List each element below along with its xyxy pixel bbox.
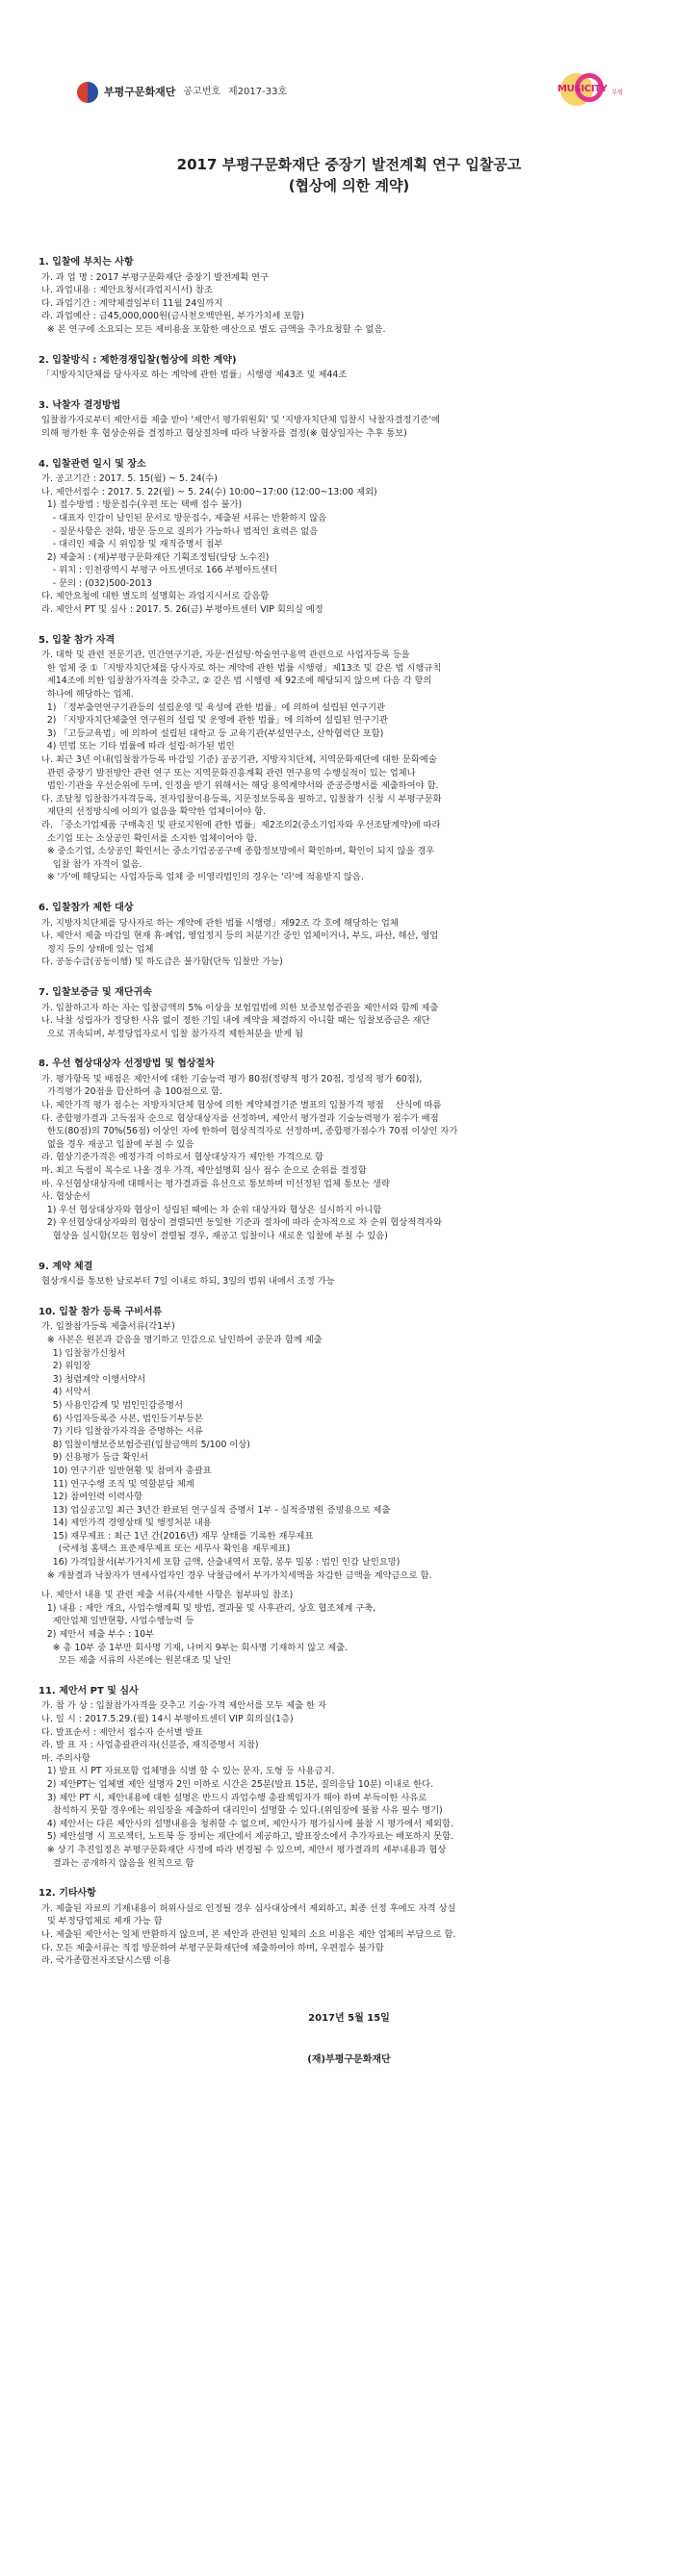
section-line: 11) 연구수행 조직 및 역할분담 체계 xyxy=(39,1478,194,1490)
org-emblem-icon xyxy=(77,82,98,103)
section-title: 8. 우선 협상대상자 선정방법 및 협상절차 xyxy=(39,1058,215,1070)
logo-subtext: 부평 xyxy=(611,89,623,96)
section-line: 라. 발 표 자 : 사업총괄관리자(신분증, 재직증명서 지참) xyxy=(39,1740,259,1751)
section-line: - 문의 : (032)500-2013 xyxy=(39,577,152,589)
section-1 xyxy=(39,256,659,337)
section-line: 나. 제안서 제출 마감일 현재 휴·폐업, 영업정지 등의 처분기간 중인 업체이거나, 부도, 파산, 해산, 영업 xyxy=(39,931,439,942)
section-line: 2) 위임장 xyxy=(39,1361,91,1372)
section-5 xyxy=(39,634,659,884)
section-title: 9. 계약 체결 xyxy=(39,1261,93,1272)
section-line: 가. 평가항목 및 배점은 제안서에 대한 기술능력 평가 80점(정량적 평가 20점, 정성적 평가 60점), xyxy=(39,1073,423,1084)
section-line: - 위치 : 인천광역시 부평구 아트센터로 166 부평아트센터 xyxy=(39,565,278,576)
section-line: 라. 국가종합전자조달시스템 이용 xyxy=(39,1955,171,1967)
section-8 xyxy=(39,1058,659,1242)
notice-title xyxy=(39,154,659,196)
section-line: 다. 제안요청에 대한 별도의 설명회는 과업지시서로 갈음함 xyxy=(39,591,270,602)
org-name: 부평구문화재단 xyxy=(104,86,176,99)
section-line: 나. 일 시 : 2017.5.29.(월) 14시 부평아트센터 VIP 회의실(1층) xyxy=(39,1714,294,1724)
section-line: 2) 우선협상대상자와의 협상이 결렬되면 동일한 기준과 절차에 따라 순차적으로 차 순위 협상적격자와 xyxy=(39,1217,443,1229)
issuer-name: (재)부평구문화재단 xyxy=(307,2054,391,2066)
section-line: 가. 대학 및 관련 전문기관, 민간연구기관, 자문·컨설팅·학술연구용역 관련으로 사업자등록 등을 xyxy=(39,650,410,661)
section-line: 협상을 실시함(모든 협상이 결렬될 경우, 재공고 입찰이나 새로운 입찰에 부칠 수 있음) xyxy=(39,1231,388,1241)
section-line: 소기업 또는 소상공인 확인서를 소지한 업체이어야 함. xyxy=(39,832,258,844)
section-line: 15) 재무제표 : 최근 1년 간(2016년) 재무 상태를 기록한 재무제표 xyxy=(39,1530,314,1542)
section-line: 결과는 공개하지 않음을 원칙으로 함 xyxy=(39,1857,194,1869)
section-6 xyxy=(39,902,659,969)
section-title: 10. 입찰 참가 등록 구비서류 xyxy=(39,1306,163,1317)
section-line: 1) 「정부출연연구기관등의 설립운영 및 육성에 관한 법률」에 의하여 설립된 연구기관 xyxy=(39,701,385,713)
section-line: 4) 민법 또는 기타 법률에 따라 설립·허가된 법인 xyxy=(39,741,235,752)
section-line: 13) 업실공고일 최근 3년간 완료된 연구실적 증명서 1부 - 실적증명원 증빙용으로 제출 xyxy=(39,1504,391,1516)
section-line: ※ 사본은 원본과 같음을 명기하고 인감으로 날인하여 공문과 함께 제출 xyxy=(39,1334,323,1345)
section-line: 나. 제출된 제안서는 일체 반환하지 않으며, 본 제안과 관련된 일체의 소요 비용은 제안 업체의 부담으로 함. xyxy=(39,1928,456,1940)
musicity-logo xyxy=(556,71,623,108)
section-line: 한도(80점)의 70%(56점) 이상인 자에 한하여 협상적격자로 선정하며, 종합평가점수가 70점 이상인 자가 xyxy=(39,1126,458,1137)
section-line: 바. 우선협상대상자에 대해서는 평가결과를 유선으로 통보하며 미선정된 업체 통보는 생략 xyxy=(39,1178,390,1189)
section-line: - 대리인 제출 시 위임장 및 재직증명서 첨부 xyxy=(39,539,223,550)
section-line: 나. 제안가격 평가 점수는 지방자치단체 협상에 의한 계약체결기준 별표의 입찰가격 평점 산식에 따름 xyxy=(39,1100,442,1111)
section-line: 3) 제안 PT 시, 제안내용에 대한 설명은 반드시 과업수행 총괄책임자가 해야 하며 부득이한 사유로 xyxy=(39,1792,427,1803)
section-line: 관련 중장기 발전방안 관련 연구 또는 지역문화진흥계획 관련 연구용역 수행실적이 있는 업체나 xyxy=(39,767,416,778)
section-line: 다. 종합평가결과 고득점자 순으로 협상대상자를 선정하며, 제안서 평가결과 기술능력평가 점수가 배점 xyxy=(39,1112,439,1124)
section-line: 6) 사업자등록증 사본, 법인등기부등본 xyxy=(39,1413,203,1424)
section-line: 협상개시를 통보한 날로부터 7일 이내로 하되, 3일의 범위 내에서 조정 가능 xyxy=(39,1276,335,1288)
section-line xyxy=(39,1582,659,1589)
notice-number: 제2017-33호 xyxy=(228,87,288,98)
section-4 xyxy=(39,458,659,617)
section-line: 및 부정당업체로 제재 가능 함 xyxy=(39,1916,163,1927)
org-logo xyxy=(77,82,287,103)
section-line: ※ 본 연구에 소요되는 모든 제비용을 포함한 예산으로 별도 금액을 추가요청할 수 없음. xyxy=(39,323,386,335)
section-line: 라. 제안서 PT 및 심사 : 2017. 5. 26(금) 부평아트센터 VIP 회의실 예정 xyxy=(39,604,323,616)
section-2 xyxy=(39,354,659,382)
section-line: 없을 경우 재공고 입찰에 부칠 수 있음 xyxy=(39,1138,194,1150)
section-title: 4. 입찰관련 일시 및 장소 xyxy=(39,458,146,470)
section-line: 참석하지 못할 경우에는 위임장을 제출하여 대리인이 설명할 수 있다.(위임장에 불참 사유 필수 명기) xyxy=(39,1805,443,1817)
section-line: 5) 사용인감계 및 법인인감증명서 xyxy=(39,1399,183,1411)
section-line: 가. 입찰하고자 하는 자는 입찰금액의 5% 이상을 보험업법에 의한 보증보험증권을 제안서와 함께 제출 xyxy=(39,1002,439,1013)
section-line: 2) 제안서 제출 부수 : 10부 xyxy=(39,1629,155,1641)
section-line: 16) 가격입찰서(부가가치세 포함 금액, 산출내역서 포함, 봉투 밀봉 : 법인 인감 날인요망) xyxy=(39,1557,401,1569)
section-line: 나. 제안서 내용 및 관련 제출 서류(자세한 사항은 첨부파일 참조) xyxy=(39,1590,294,1601)
notice-label: 공고번호 xyxy=(183,87,221,98)
section-7 xyxy=(39,986,659,1040)
footer xyxy=(39,2012,659,2067)
section-line: 입찰 참가 자격이 없음. xyxy=(39,858,142,870)
section-line: 7) 기타 입찰참가자격을 증명하는 서류 xyxy=(39,1426,203,1438)
section-line: 1) 접수방법 : 방문접수(우편 또는 택배 접수 불가) xyxy=(39,499,243,511)
section-line: 14) 제안가격 경영상태 및 행정처분 내용 xyxy=(39,1518,212,1529)
section-10 xyxy=(39,1306,659,1668)
section-line: 제안업체 일반현황, 사업수행능력 등 xyxy=(39,1616,194,1627)
section-title: 6. 입찰참가 제한 대상 xyxy=(39,902,134,913)
section-title: 3. 낙찰자 결정방법 xyxy=(39,399,121,411)
section-line: 입찰참가자로부터 제안서를 제출 받아 '제안서 평가위원회' 및 '지방자치단체 입찰시 낙찰자결정기준'에 xyxy=(39,415,440,426)
section-line: 「지방자치단체를 당사자로 하는 계약에 관한 법률」시행령 제43조 및 제44조 xyxy=(39,370,348,381)
section-line: 의해 평가한 후 협상순위를 결정하고 협상절차에 따라 낙찰자를 결정(※ 협상일자는 추후 통보) xyxy=(39,427,407,439)
section-line: 8) 입찰이행보증보험증권(입찰금액의 5/100 이상) xyxy=(39,1439,250,1450)
section-line: 4) 제안서는 다른 제안사의 설명내용을 청취할 수 없으며, 제안사가 평가심사에 불참 시 평가에서 제외함. xyxy=(39,1818,453,1829)
section-line: 가. 과 업 명 : 2017 부평구문화재단 중장기 발전계획 연구 xyxy=(39,271,269,283)
section-line: 가. 제출된 자료의 기재내용이 허위사실로 인정될 경우 심사대상에서 제외하고, 최종 선정 후에도 자격 상실 xyxy=(39,1902,456,1914)
section-title: 12. 기타사항 xyxy=(39,1888,96,1900)
section-line: 나. 낙찰 성립자가 정당한 사유 없이 정한 기일 내에 계약을 체결하지 아니할 때는 입찰보증금은 재단 xyxy=(39,1015,430,1027)
title-line-1: 2017 부평구문화재단 중장기 발전계획 연구 입찰공고 xyxy=(176,156,522,173)
notice-sections xyxy=(39,256,659,1968)
section-11 xyxy=(39,1685,659,1870)
section-line: 한 업체 중 ①「지방자치단체를 당사자로 하는 계약에 관한 법률 시행령」제13조 및 같은 법 시행규칙 xyxy=(39,662,442,674)
section-line: 라. 협상기준가격은 예정가격 이하로서 협상대상자가 제안한 가격으로 함 xyxy=(39,1152,324,1163)
section-line: 모든 제출 서류의 사본에는 원본대조 및 날인 xyxy=(39,1655,232,1667)
section-title: 11. 제안서 PT 및 심사 xyxy=(39,1685,139,1696)
section-line: 4) 서약서 xyxy=(39,1387,91,1398)
section-line: 2) 제출처 : (재)부평구문화재단 기획조정팀(담당 노수진) xyxy=(39,551,270,563)
section-line: 10) 연구기관 일반현황 및 참여자 총괄표 xyxy=(39,1465,212,1476)
section-line: 3) 청렴계약 이행서약서 xyxy=(39,1373,146,1385)
notice-date: 2017년 5월 15일 xyxy=(308,2012,390,2024)
section-line: 2) 「지방자치단체출연 연구원의 설립 및 운영에 관한 법률」에 의하여 설립된 연구기관 xyxy=(39,715,388,727)
section-line: 으로 귀속되며, 부정당업자로서 입찰 참가자격 제한처분을 받게 됨 xyxy=(39,1028,303,1039)
section-title: 7. 입찰보증금 및 재단귀속 xyxy=(39,986,152,998)
section-line: 정지 등의 상태에 있는 업체 xyxy=(39,943,154,955)
section-line: 12) 참여인력 이력사항 xyxy=(39,1492,142,1503)
section-line: 9) 신용평가 등급 확인서 xyxy=(39,1452,149,1464)
header xyxy=(39,0,659,125)
section-line: 3) 「고등교육법」에 의하여 설립된 대학교 등 교육기관(부설연구소, 산학협력단 포함) xyxy=(39,727,384,739)
section-12 xyxy=(39,1887,659,1968)
section-line: 하나에 해당하는 업체. xyxy=(39,689,134,701)
section-line: 나. 과업내용 : 제안요청서(과업지시서) 참조 xyxy=(39,285,213,296)
section-title: 5. 입찰 참가 자격 xyxy=(39,634,116,646)
section-line: 다. 공동수급(공동이행) 및 하도급은 불가함(단독 입찰만 가능) xyxy=(39,956,283,968)
section-line: (국세청 홈택스 표준재무제표 또는 세무사 확인용 재무제표) xyxy=(39,1543,291,1555)
section-line: 다. 과업기간 : 계약체결일부터 11월 24일까지 xyxy=(39,297,223,309)
logo-text: MUSICITY xyxy=(557,84,608,94)
section-line: 다. 발표순서 : 제안서 접수자 순서별 발표 xyxy=(39,1726,203,1738)
section-line: 1) 발표 시 PT 자료포함 업체명을 식별 할 수 있는 문자, 도형 등 사용금지. xyxy=(39,1766,335,1777)
section-line: ※ '가'에 해당되는 사업자등록 업체 중 비영리법인의 경우는 '라'에 적용받지 않음. xyxy=(39,872,364,883)
section-9 xyxy=(39,1261,659,1288)
section-title: 1. 입찰에 부치는 사항 xyxy=(39,257,134,268)
section-line: 1) 우선 협상대상자와 협상이 성립된 때에는 차 순위 대상자와 협상은 실시하지 아니함 xyxy=(39,1204,382,1215)
section-line: 1) 내용 : 제안 개요, 사업수행계획 및 방법, 결과물 및 사후관리, 상호 협조체계 구축, xyxy=(39,1602,376,1614)
section-line: 나. 최근 3년 이내(입찰참가등록 마감일 기준) 공공기관, 지방자치단체, 지역문화재단에 대한 문화예술 xyxy=(39,754,437,765)
section-line: - 질문사항은 전화, 방문 등으로 질의가 가능하나 법적인 효력은 없음 xyxy=(39,525,319,537)
section-line: 가. 참 가 상 : 입찰참가자격을 갖추고 기술·가격 제안서를 모두 제출 한 자 xyxy=(39,1700,326,1712)
section-line: 가. 지방자치단체를 당사자로 하는 계약에 관한 법률 시행령」제92조 각 호에 해당하는 업체 xyxy=(39,917,399,929)
section-line: 재단의 선정방식에 이의가 없음을 확약한 업체이어야 함. xyxy=(39,806,267,818)
section-line: 2) 제안PT는 업체별 제안 설명자 2인 이하로 시간은 25분(발표 15분, 질의응답 10분) 이내로 한다. xyxy=(39,1778,434,1790)
section-line: ※ 총 10부 중 1부만 회사명 기재, 나머지 9부는 회사명 기재하지 않고 제출. xyxy=(39,1642,349,1653)
title-line-2: (협상에 의한 계약) xyxy=(288,177,410,194)
section-3 xyxy=(39,399,659,441)
section-line: 제14조에 의한 입찰참가자격을 갖추고, ② 같은 법 시행령 제 92조에 해당되지 않으며 다음 각 항의 xyxy=(39,676,432,687)
section-line: 5) 제안설명 시 프로젝터, 노트북 등 장비는 재단에서 제공하고, 발표장소에서 추가자료는 배포하지 못함. xyxy=(39,1831,453,1843)
section-line: 가. 입찰참가등록 제출서류(각1부) xyxy=(39,1321,175,1333)
section-line: 나. 제안서접수 : 2017. 5. 22(월) ~ 5. 24(수) 10:00~17:00 (12:00~13:00 제외) xyxy=(39,486,377,497)
section-line: 가격평가 20점을 합산하여 총 100점으로 함. xyxy=(39,1086,222,1098)
section-line: 법인·기관을 우선순위에 두며, 인정을 받기 위해서는 해당 용역계약서와 준공증명서를 제출하여야 함. xyxy=(39,780,439,792)
section-line: ※ 상기 추진일정은 부평구문화재단 사정에 따라 변경될 수 있으며, 제안서 평가결과의 세부내용과 협상 xyxy=(39,1844,447,1855)
section-line: ※ 개찰결과 낙찰자가 면세사업자인 경우 낙찰금에서 부가가치세액을 차감한 금액을 계약금으로 함. xyxy=(39,1569,432,1581)
section-line: 마. 최고 득점이 복수로 나올 경우 가격, 제안설명회 심사 점수 순으로 순위를 결정함 xyxy=(39,1165,367,1177)
section-line: - 대표자 인감이 날인된 문서로 방문접수, 제출된 서류는 반환하지 않음 xyxy=(39,512,327,523)
section-line: 사. 협상순서 xyxy=(39,1191,90,1203)
section-line: 다. 조달청 입찰참가자격등록, 전자입찰이용등록, 지문정보등록을 필하고, 입찰참가 신청 시 부평구문화 xyxy=(39,793,442,804)
section-line: 라. 「중소기업제품 구매촉진 및 판로지원에 관한 법률」제2조의2(중소기업자와 우선조달계약)에 따라 xyxy=(39,819,441,830)
section-line: ※ 중소기업, 소상공인 확인서는 중소기업공공구매 종합정보망에서 확인하며, 확인이 되지 않을 경우 xyxy=(39,846,435,857)
section-line: 마. 주의사항 xyxy=(39,1752,90,1764)
section-line: 다. 모든 제출서류는 직접 방문하여 부평구문화재단에 제출하여야 하며, 우편접수 불가함 xyxy=(39,1942,384,1953)
section-line: 가. 공고기간 : 2017. 5. 15(월) ~ 5. 24(수) xyxy=(39,473,218,485)
section-line: 1) 입찰참가신청서 xyxy=(39,1347,126,1359)
section-title: 2. 입찰방식 : 제한경쟁입찰(협상에 의한 계약) xyxy=(39,354,237,366)
section-line: 라. 과업예산 : 금45,000,000원(금사천오백만원, 부가가치세 포함) xyxy=(39,311,304,322)
